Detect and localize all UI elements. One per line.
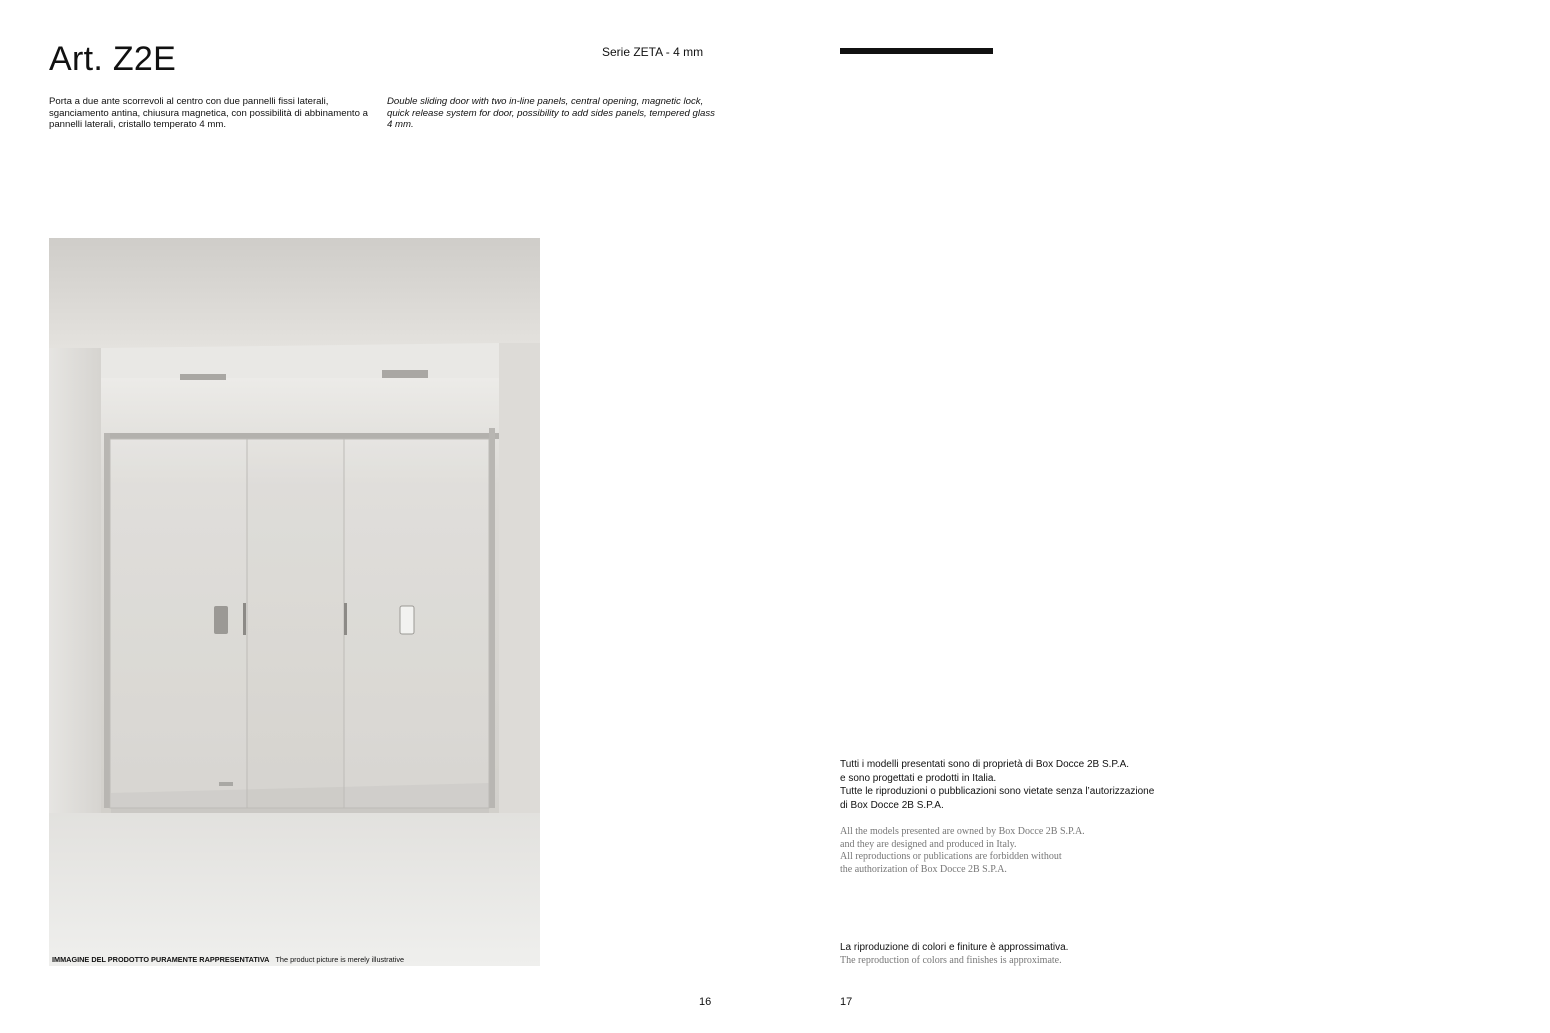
legal-line: and they are designed and produced in Italy.	[840, 838, 1017, 850]
description-italian: Porta a due ante scorrevoli al centro con due pannelli fissi laterali, sganciamento antina, chiusura magnetica, con possibilità di abbinamento a pannelli laterali, cristallo temperato 4 mm.	[49, 96, 368, 130]
header-rule	[840, 48, 993, 54]
series-label: Serie ZETA - 4 mm	[602, 45, 704, 59]
legal-line: di Box Docce 2B S.P.A.	[840, 800, 944, 812]
legal-line: the authorization of Box Docce 2B S.P.A.	[840, 863, 1007, 875]
right-profile	[489, 428, 495, 808]
legal-line: Tutti i modelli presentati sono di proprietà di Box Docce 2B S.P.A.	[840, 759, 1130, 770]
color-note-english: The reproduction of colors and finishes is approximate.	[840, 955, 1062, 966]
shower-head-right	[382, 370, 428, 378]
photo-caption	[52, 955, 404, 964]
mixer-left	[214, 606, 228, 634]
product-title: Art. Z2E	[49, 40, 177, 78]
left-profile	[104, 433, 110, 808]
legal-line: All the models presented are owned by Box Docce 2B S.P.A.	[840, 826, 1085, 837]
legal-line: Tutte le riproduzioni o pubblicazioni sono vietate senza l’autorizzazione	[840, 786, 1155, 798]
legal-line: All reproductions or publications are forbidden without	[840, 851, 1062, 862]
page-number-left: 16	[699, 996, 712, 1008]
photo-caption-italian: IMMAGINE DEL PRODOTTO PURAMENTE RAPPRESENTATIVA	[52, 955, 270, 964]
handle-right	[344, 603, 347, 635]
product-photo	[49, 238, 540, 966]
mixer-right	[400, 606, 414, 634]
shower-head-left	[180, 374, 226, 380]
photo-caption-english: The product picture is merely illustrative	[275, 955, 405, 964]
legal-line: e sono progettati e prodotti in Italia.	[840, 772, 997, 784]
legal-notice-english	[840, 826, 1220, 876]
legal-notice-italian	[840, 758, 1220, 813]
page-number-right: 17	[840, 996, 853, 1008]
color-note-italian: La riproduzione di colori e finiture è approssimativa.	[840, 942, 1069, 953]
shower-enclosure-illustration	[49, 238, 540, 966]
handle-left	[243, 603, 246, 635]
description-english: Double sliding door with two in-line panels, central opening, magnetic lock, quick release system for door, possibility to add sides panels, tempered glass 4 mm.	[387, 96, 715, 130]
top-rail	[104, 433, 499, 439]
